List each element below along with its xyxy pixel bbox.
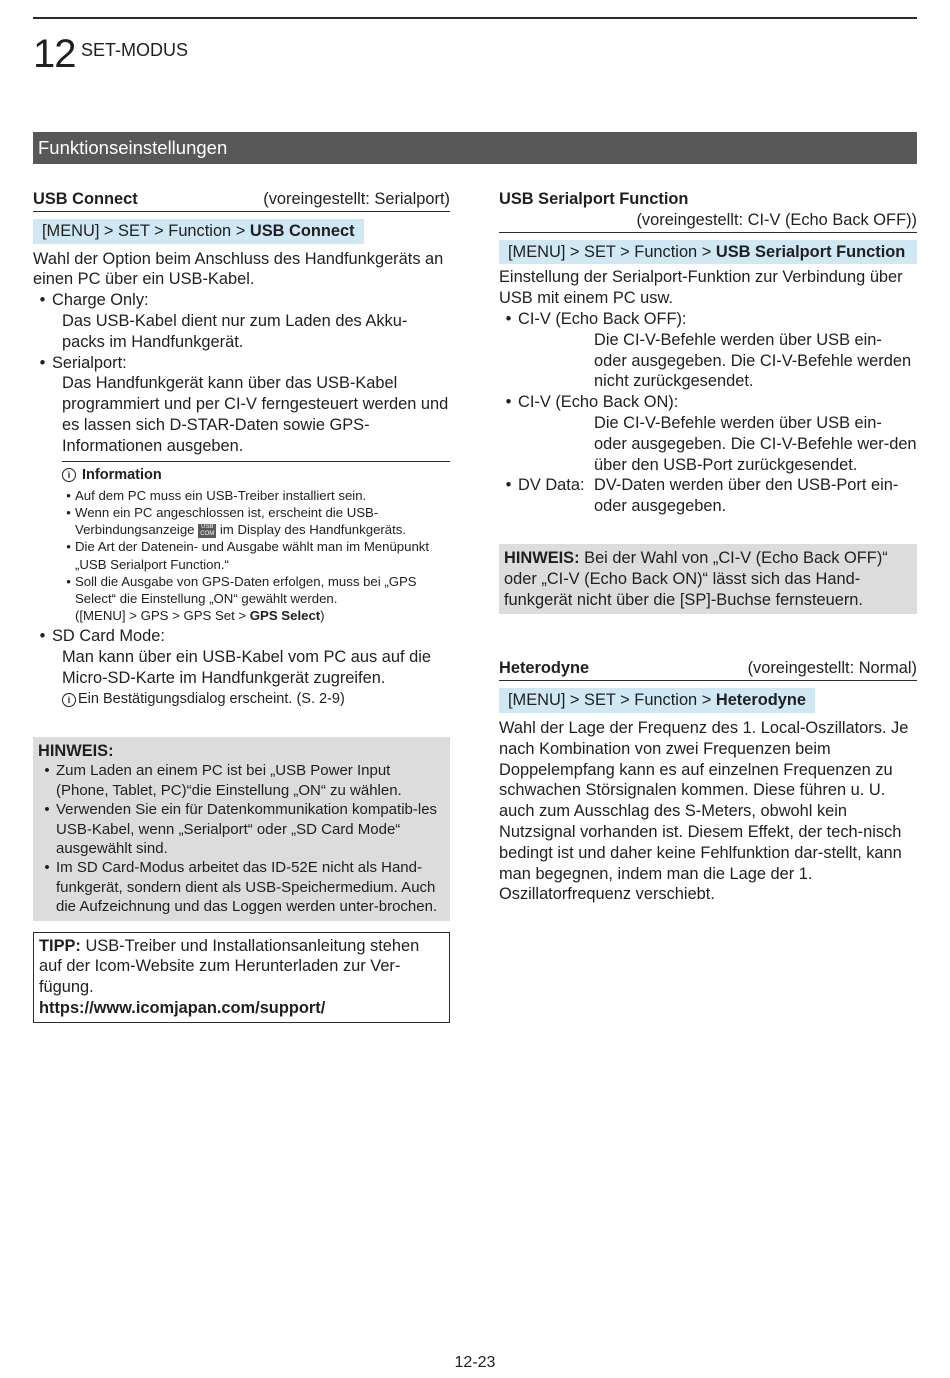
- tipp-text: USB-Treiber und Installationsanleitung stehen auf der Icom-Website zum Herunterladen zur Ver-fügung.: [39, 936, 420, 997]
- usb-connect-heading: [33, 189, 450, 212]
- list-item: • Auf dem PC muss ein USB-Treiber installiert sein.: [62, 487, 450, 504]
- hinweis-title: HINWEIS:: [38, 741, 114, 760]
- page-number: 12-23: [454, 1354, 496, 1371]
- header-rule: [33, 17, 917, 19]
- bullet-glyph: •: [44, 801, 50, 819]
- option-label: SD Card Mode:: [52, 627, 165, 646]
- bullet-glyph: •: [66, 487, 71, 503]
- usb-com-icon: USB COM: [200, 523, 215, 537]
- bullet-glyph: •: [44, 762, 50, 780]
- bullet-glyph: •: [39, 291, 46, 310]
- hinweis-text: Bei der Wahl von „CI-V (Echo Back OFF)“ oder „CI-V (Echo Back ON)“ lässt sich das Hand-funkgerät nicht über die [SP]-Buchse fernsteuern.: [504, 548, 888, 609]
- usb-serialport-default: (voreingestellt: CI-V (Echo Back OFF)): [636, 210, 917, 229]
- option-label: Charge Only:: [52, 291, 149, 310]
- tipp-title: TIPP:: [39, 936, 81, 955]
- info-icon: i: [62, 693, 76, 707]
- sd-card-note: i Ein Bestätigungsdialog erscheint. (S. 2-9): [33, 689, 450, 710]
- list-item: [499, 392, 917, 413]
- list-item: [33, 353, 450, 374]
- option-description: Die CI-V-Befehle werden über USB ein- oder ausgegeben. Die CI-V-Befehle wer-den über den USB-Port zurückgesendet.: [594, 413, 917, 474]
- option-label: CI-V (Echo Back OFF):: [518, 309, 687, 328]
- tipp-box: [33, 932, 450, 1023]
- list-item: [33, 290, 450, 311]
- option-label: DV Data:: [518, 476, 585, 495]
- list-item: • Im SD Card-Modus arbeitet das ID-52E nicht als Hand-funkgerät, sondern dient als USB-Speichermedium. Auch die Aufzeichnung und das Loggen werden unter-brochen.: [38, 858, 445, 916]
- option-description: Das Handfunkgerät kann über das USB-Kabel programmiert und per CI-V ferngesteuert werden und es lassen sich D-STAR-Daten sowie GPS-Informationen ausgeben.: [62, 374, 449, 455]
- information-box: [62, 461, 450, 625]
- hinweis-note-box: [499, 544, 917, 614]
- information-heading: [62, 467, 450, 484]
- hinweis-title: HINWEIS:: [504, 548, 580, 567]
- section-title: Funktionseinstellungen: [38, 137, 228, 158]
- option-description: Die CI-V-Befehle werden über USB ein- oder ausgegeben. Die CI-V-Befehle werden nicht zurückgesendet.: [594, 330, 912, 391]
- bullet-glyph: •: [66, 573, 71, 589]
- heterodyne-title: Heterodyne: [499, 659, 590, 678]
- bullet-glyph: •: [505, 309, 512, 328]
- left-column: [33, 189, 450, 1023]
- bullet-glyph: •: [505, 393, 512, 412]
- list-item: • Die Art der Datenein- und Ausgabe wählt man im Menüpunkt „USB Serialport Function.“: [62, 538, 450, 572]
- usb-connect-title: USB Connect: [33, 190, 138, 208]
- bullet-glyph: •: [39, 627, 46, 646]
- bullet-glyph: •: [66, 539, 71, 555]
- heterodyne-menu-path: [MENU] > SET > Function > Heterodyne: [499, 688, 815, 713]
- usb-serialport-heading: [499, 189, 917, 233]
- usb-connect-intro: Wahl der Option beim Anschluss des Handfunkgeräts an einen PC über ein USB-Kabel.: [33, 249, 444, 289]
- right-column: [499, 189, 917, 905]
- list-item: • Zum Laden an einem PC ist bei „USB Power Input (Phone, Tablet, PC)“die Einstellung „ON“ zu wählen.: [38, 761, 445, 800]
- usb-serialport-menu-path: [MENU] > SET > Function > USB Serialport Function: [499, 240, 917, 265]
- list-item: • Soll die Ausgabe von GPS-Daten erfolgen, muss bei „GPS Select“ die Einstellung „ON“ gewählt werden. ([MENU] > GPS > GPS Set > GPS Select): [62, 573, 450, 625]
- hinweis-note-box: [33, 737, 450, 921]
- list-item: • Wenn ein PC angeschlossen ist, erscheint die USB-Verbindungsanzeige USB COM im Display des Handfunkgeräts.: [62, 504, 450, 538]
- hinweis-list: [38, 761, 445, 916]
- heterodyne-default: (voreingestellt: Normal): [747, 659, 917, 678]
- usb-serialport-title: USB Serialport Function: [499, 190, 689, 208]
- option-description: DV-Daten werden über den USB-Port ein- oder ausgegeben.: [594, 476, 899, 516]
- usb-connect-default: (voreingestellt: Serialport): [263, 190, 450, 208]
- option-description: Man kann über ein USB-Kabel vom PC aus auf die Micro-SD-Karte im Handfunkgerät zugreifen.: [62, 648, 431, 687]
- option-description: Das USB-Kabel dient nur zum Laden des Akku-packs im Handfunkgerät.: [62, 311, 408, 351]
- list-item: [499, 309, 917, 330]
- section-header-bar: [33, 132, 917, 164]
- list-item: • Verwenden Sie ein für Datenkommunikation kompatib-les USB-Kabel, wenn „Serialport“ oder „SD Card Mode“ ausgewählt sind.: [38, 800, 445, 858]
- heterodyne-description: Wahl der Lage der Frequenz des 1. Local-Oszillators. Je nach Kombination von zwei Frequenzen beim Doppelempfang kann es auf einzelnen Frequenzen zu schwachen Störsignalen kommen. Diese führen u. U. auch zum Ausschlag des S-Meters, obwohl kein Nutzsignal vorhanden ist. Diesem Effekt, der tech-nisch bedingt ist und daher keine Fehlfunktion dar-stellt, kann man begegnen, indem man die Lage der 1. Oszillatorfrequenz verschiebt.: [499, 718, 909, 904]
- information-list: [62, 487, 450, 625]
- heterodyne-heading: [499, 658, 917, 681]
- info-icon: i: [62, 468, 76, 482]
- list-item: [33, 626, 450, 647]
- option-label: CI-V (Echo Back ON):: [518, 393, 679, 412]
- usb-serialport-intro: Einstellung der Serialport-Funktion zur Verbindung über USB mit einem PC usw.: [499, 268, 903, 308]
- bullet-glyph: •: [66, 504, 71, 520]
- chapter-title: SET-MODUS: [81, 40, 189, 60]
- bullet-glyph: •: [39, 353, 46, 372]
- support-link[interactable]: https://www.icomjapan.com/support/: [39, 999, 326, 1018]
- chapter-number: 12: [33, 32, 76, 76]
- bullet-glyph: •: [44, 859, 50, 877]
- option-label: Serialport:: [52, 353, 127, 372]
- bullet-glyph: •: [505, 476, 512, 495]
- list-item: [499, 475, 917, 517]
- usb-connect-menu-path: [MENU] > SET > Function > USB Connect: [33, 219, 364, 244]
- information-title: Information: [82, 466, 162, 483]
